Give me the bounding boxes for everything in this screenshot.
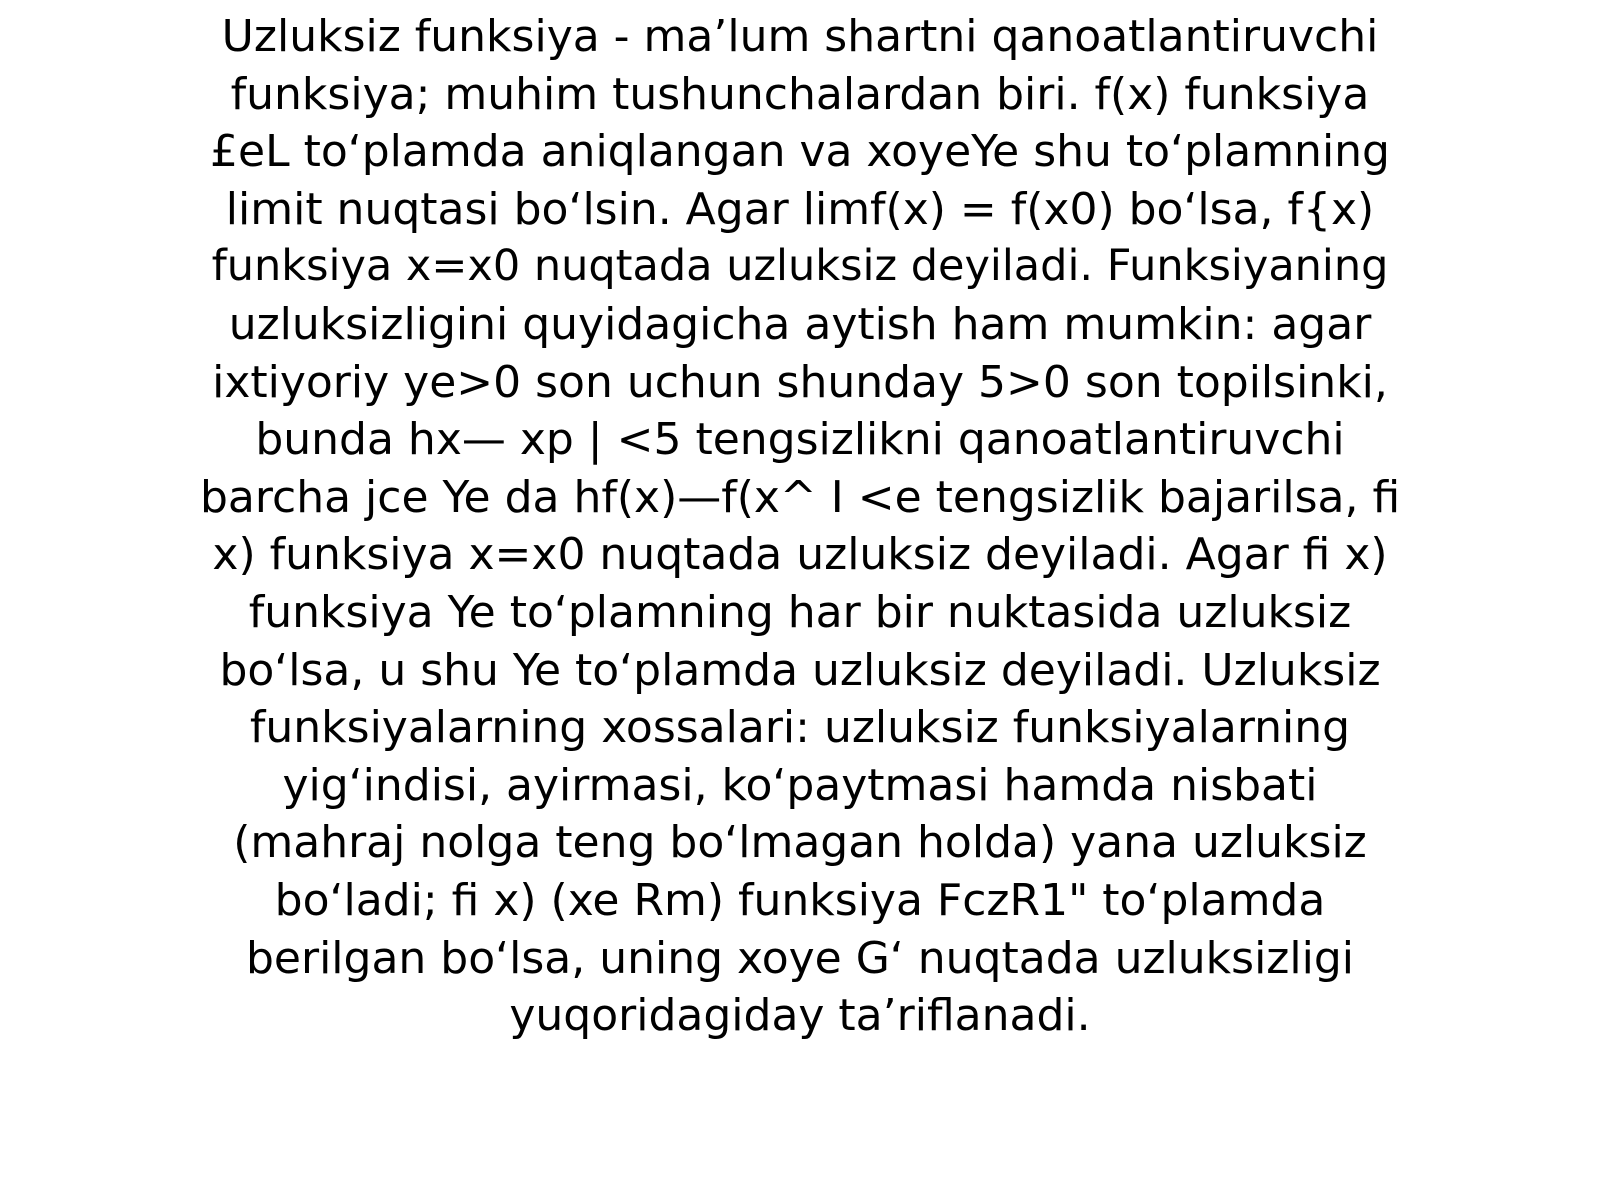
text-line: yuqoridagiday ta’riflanadi. [509, 990, 1091, 1042]
text-line: bo‘lsa, u shu Ye to‘plamda uzluksiz deyiladi. Uzluksiz [219, 644, 1381, 696]
text-line: limit nuqtasi bo‘lsin. Agar limf(x) = f(x0) bo‘lsa, f{x) [225, 183, 1375, 235]
text-line: barcha jce Ye da hf(x)—f(x^ I <e tengsizlik bajarilsa, fi [200, 471, 1401, 523]
text-line: x) funksiya x=x0 nuqtada uzluksiz deyiladi. Agar fi x) [212, 529, 1388, 581]
text-line: funksiyalarning xossalari: uzluksiz funksiyalarning [249, 702, 1351, 754]
text-line: (mahraj nolga teng bo‘lmagan holda) yana uzluksiz [233, 817, 1367, 869]
text-line: funksiya x=x0 nuqtada uzluksiz deyiladi. Funksiyaning [211, 241, 1389, 292]
text-line: Uzluksiz funksiya - ma’lum shartni qanoatlantiruvchi [221, 11, 1379, 62]
text-line: yig‘indisi, ayirmasi, ko‘paytmasi hamda nisbati [282, 759, 1318, 811]
text-line: bunda hx— xp | <5 tengsizlikni qanoatlantiruvchi [255, 414, 1345, 466]
text-line: ixtiyoriy ye>0 son uchun shunday 5>0 son topilsinki, [212, 356, 1388, 408]
text-line: berilgan bo‘lsa, uning xoye G‘ nuqtada uzluksizligi [245, 932, 1354, 984]
text-line: bo‘ladi; fi x) (xe Rm) funksiya FczR1" to‘plamda [274, 874, 1326, 926]
text-line: funksiya; muhim tushunchalardan biri. f(x) funksiya [230, 68, 1370, 120]
text-line: uzluksizligini quyidagicha aytish ham mumkin: agar [228, 298, 1372, 350]
text-line: funksiya Ye to‘plamning har bir nuktasida uzluksiz [248, 586, 1352, 638]
body-text [200, 8, 1400, 1045]
text-line: £eL to‘plamda aniqlangan va xoyeYe shu to‘plamning [210, 126, 1390, 178]
